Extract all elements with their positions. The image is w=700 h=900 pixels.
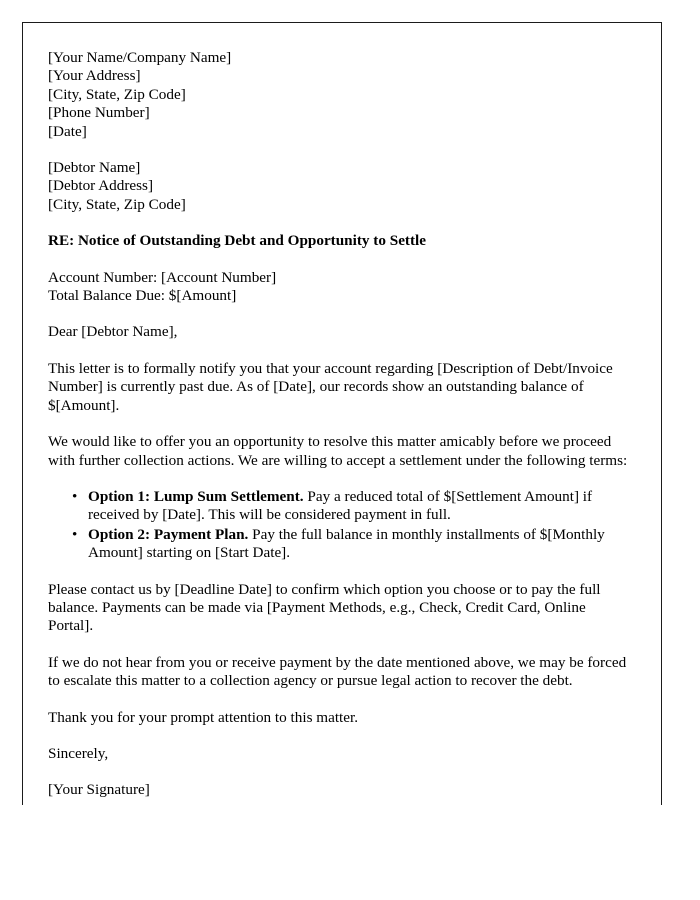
salutation: Dear [Debtor Name], <box>48 323 178 341</box>
recipient-address-block <box>48 159 634 214</box>
recipient-name-line: [Debtor Name] <box>48 159 141 177</box>
sender-city-line: [City, State, Zip Code] <box>48 85 186 103</box>
option-2-label: Option 2: Payment Plan. <box>88 525 249 543</box>
paragraph-notice: This letter is to formally notify you that your account regarding [Description of Debt/Invoice Number] is currently past due. As of [Date], our records show an outstanding balance of $[Amount]. <box>48 359 613 414</box>
sender-street-line: [Your Address] <box>48 67 141 85</box>
list-item <box>48 526 634 563</box>
sender-address-block <box>48 49 634 141</box>
account-number-line: Account Number: [Account Number] <box>48 268 277 286</box>
closing-line: Sincerely, <box>48 744 109 762</box>
subject-line: RE: Notice of Outstanding Debt and Opportunity to Settle <box>48 232 427 250</box>
bullet-icon: • <box>72 487 78 505</box>
option-1-text: Pay a reduced total of $[Settlement Amount] if received by [Date]. This will be considered payment in full. <box>88 487 593 524</box>
total-balance-line: Total Balance Due: $[Amount] <box>48 287 237 305</box>
option-2-text: Pay the full balance in monthly installments of $[Monthly Amount] starting on [Start Date]. <box>88 525 605 562</box>
paragraph-settlement-offer: We would like to offer you an opportunity to resolve this matter amicably before we proceed with further collection actions. We are willing to accept a settlement under the following terms: <box>48 433 628 469</box>
sender-name-line: [Your Name/Company Name] <box>48 49 232 66</box>
sender-phone-line: [Phone Number] <box>48 104 150 122</box>
signature-line: [Your Signature] <box>48 781 150 799</box>
sender-date-line: [Date] <box>48 122 87 140</box>
bullet-icon: • <box>72 525 78 543</box>
document-page <box>22 22 662 805</box>
page-content-area <box>23 23 661 800</box>
paragraph-contact-instructions: Please contact us by [Deadline Date] to confirm which option you choose or to pay the full balance. Payments can be made via [Payment Methods, e.g., Check, Credit Card, Online Portal]. <box>48 580 601 635</box>
list-item <box>48 488 634 525</box>
paragraph-escalation-warning: If we do not hear from you or receive payment by the date mentioned above, we may be forced to escalate this matter to a collection agency or pursue legal action to recover the debt. <box>48 653 627 690</box>
settlement-options-list <box>48 488 634 563</box>
letter-body <box>48 49 634 800</box>
account-details-block <box>48 269 634 306</box>
option-1-label: Option 1: Lump Sum Settlement. <box>88 487 304 505</box>
paragraph-thank-you: Thank you for your prompt attention to this matter. <box>48 708 359 726</box>
recipient-city-line: [City, State, Zip Code] <box>48 195 186 213</box>
recipient-street-line: [Debtor Address] <box>48 177 154 195</box>
